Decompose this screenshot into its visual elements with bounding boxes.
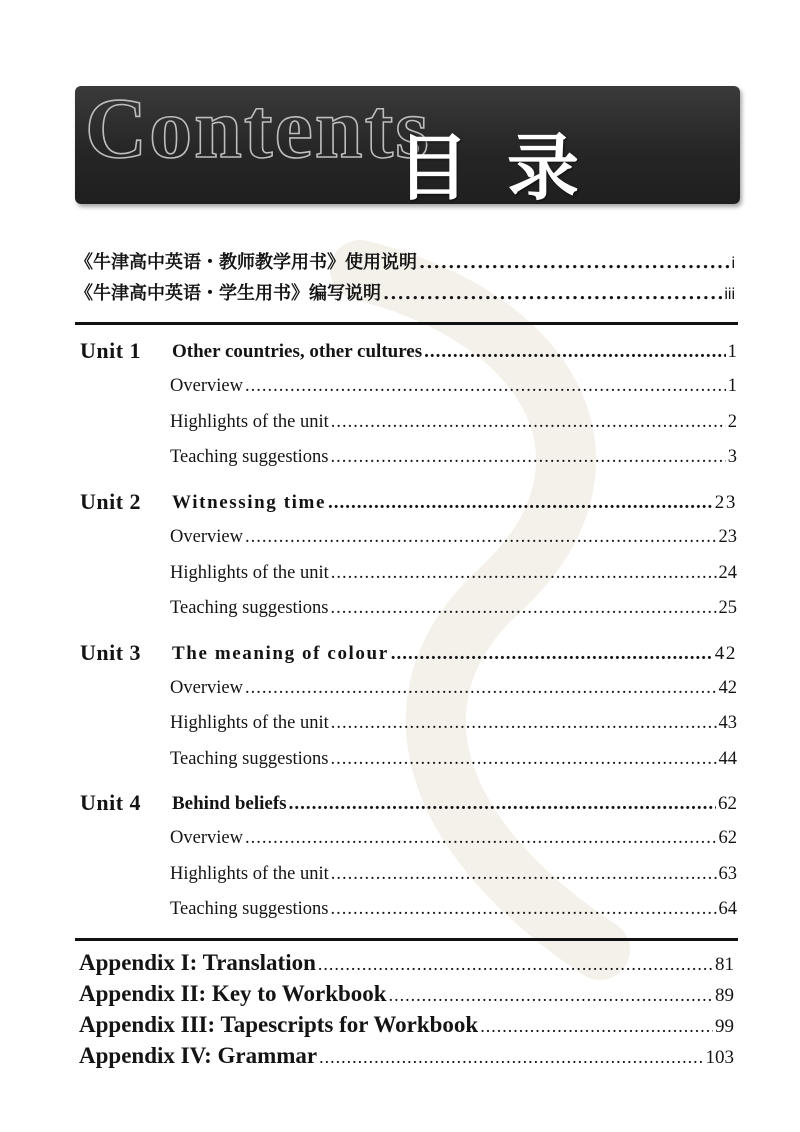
dot-leader — [328, 492, 713, 514]
dot-leader — [331, 749, 717, 770]
unit-page: 62 — [718, 793, 737, 814]
dot-leader — [424, 341, 725, 363]
sub-entry-page: 23 — [718, 527, 737, 547]
toc-entry-title: 《牛津高中英语・学生用书》编写说明 — [75, 283, 381, 304]
toc-entry-title: 《牛津高中英语・教师教学用书》使用说明 — [75, 252, 417, 273]
unit-label: Unit 1 — [80, 338, 142, 363]
sub-entry-page: 62 — [718, 828, 737, 848]
sub-entry-title: Highlights of the unit — [170, 563, 329, 583]
sub-entry-page: 24 — [718, 563, 737, 583]
toc-sub-entry[interactable] — [170, 598, 737, 619]
sub-entry-page: 2 — [727, 412, 737, 432]
appendix-title: Appendix IV: Grammar — [79, 1043, 318, 1068]
toc-sub-entry[interactable] — [170, 864, 737, 885]
sub-entry-title: Highlights of the unit — [170, 713, 329, 733]
toc-sub-entry[interactable] — [170, 678, 737, 699]
section-divider — [75, 938, 738, 941]
appendix-page: 103 — [705, 1047, 734, 1068]
unit-title: Behind beliefs — [172, 793, 287, 814]
banner-title-cn: 目录 — [397, 126, 618, 204]
toc-appendix-entry[interactable] — [79, 1012, 734, 1038]
unit-title: Witnessing time — [172, 492, 327, 513]
dot-leader — [389, 985, 713, 1006]
dot-leader — [245, 376, 726, 397]
toc-intro-entry[interactable] — [75, 248, 735, 274]
unit-page: 1 — [727, 341, 737, 362]
toc-sub-entry[interactable] — [170, 749, 737, 770]
toc-appendix-entry[interactable] — [79, 950, 734, 976]
dot-leader — [318, 954, 713, 975]
dot-leader — [245, 527, 717, 548]
dot-leader — [331, 899, 717, 920]
toc-entry-page: iii — [724, 286, 735, 303]
toc-unit-entry[interactable] — [172, 492, 737, 514]
unit-page: 42 — [714, 643, 737, 664]
dot-leader — [480, 1016, 713, 1037]
toc-entry-page: i — [731, 255, 735, 272]
toc-sub-entry[interactable] — [170, 447, 737, 468]
dot-leader — [331, 864, 717, 885]
toc-sub-entry[interactable] — [170, 376, 737, 397]
sub-entry-title: Teaching suggestions — [170, 749, 329, 769]
sub-entry-page: 63 — [718, 864, 737, 884]
toc-sub-entry[interactable] — [170, 527, 737, 548]
unit-label: Unit 2 — [80, 489, 142, 514]
dot-leader — [331, 713, 717, 734]
toc-sub-entry[interactable] — [170, 899, 737, 920]
sub-entry-title: Highlights of the unit — [170, 412, 329, 432]
dot-leader — [419, 252, 729, 273]
unit-title: Other countries, other cultures — [172, 341, 423, 362]
sub-entry-title: Overview — [170, 828, 243, 848]
unit-label: Unit 3 — [80, 640, 142, 665]
sub-entry-page: 3 — [727, 447, 737, 467]
toc-intro-entry[interactable] — [75, 279, 735, 305]
banner-title-en: Contents — [85, 86, 431, 176]
toc-unit-entry[interactable] — [172, 643, 737, 665]
sub-entry-page: 43 — [718, 713, 737, 733]
appendix-page: 99 — [715, 1016, 734, 1037]
sub-entry-title: Overview — [170, 678, 243, 698]
section-divider — [75, 322, 738, 325]
sub-entry-page: 42 — [718, 678, 737, 698]
unit-page: 23 — [714, 492, 737, 513]
dot-leader — [391, 643, 713, 665]
toc-appendix-entry[interactable] — [79, 981, 734, 1007]
sub-entry-page: 44 — [718, 749, 737, 769]
sub-entry-title: Teaching suggestions — [170, 447, 329, 467]
unit-title: The meaning of colour — [172, 643, 389, 664]
dot-leader — [331, 447, 726, 468]
appendix-title: Appendix I: Translation — [79, 950, 316, 975]
toc-sub-entry[interactable] — [170, 412, 737, 433]
sub-entry-page: 1 — [727, 376, 737, 396]
dot-leader — [245, 678, 717, 699]
dot-leader — [383, 283, 722, 304]
toc-sub-entry[interactable] — [170, 828, 737, 849]
appendix-title: Appendix II: Key to Workbook — [79, 981, 387, 1006]
toc-appendix-entry[interactable] — [79, 1043, 734, 1069]
dot-leader — [289, 793, 716, 815]
sub-entry-page: 25 — [718, 598, 737, 618]
sub-entry-page: 64 — [718, 899, 737, 919]
toc-sub-entry[interactable] — [170, 713, 737, 734]
toc-unit-entry[interactable] — [172, 341, 737, 363]
contents-banner — [75, 86, 740, 204]
appendix-title: Appendix III: Tapescripts for Workbook — [79, 1012, 479, 1037]
appendix-page: 81 — [715, 954, 734, 975]
sub-entry-title: Highlights of the unit — [170, 864, 329, 884]
dot-leader — [331, 598, 717, 619]
appendix-page: 89 — [715, 985, 734, 1006]
unit-label: Unit 4 — [80, 790, 142, 815]
sub-entry-title: Overview — [170, 527, 243, 547]
dot-leader — [319, 1047, 703, 1068]
sub-entry-title: Teaching suggestions — [170, 598, 329, 618]
toc-sub-entry[interactable] — [170, 563, 737, 584]
sub-entry-title: Teaching suggestions — [170, 899, 329, 919]
sub-entry-title: Overview — [170, 376, 243, 396]
dot-leader — [331, 563, 717, 584]
dot-leader — [245, 828, 717, 849]
toc-unit-entry[interactable] — [172, 793, 737, 815]
dot-leader — [331, 412, 726, 433]
